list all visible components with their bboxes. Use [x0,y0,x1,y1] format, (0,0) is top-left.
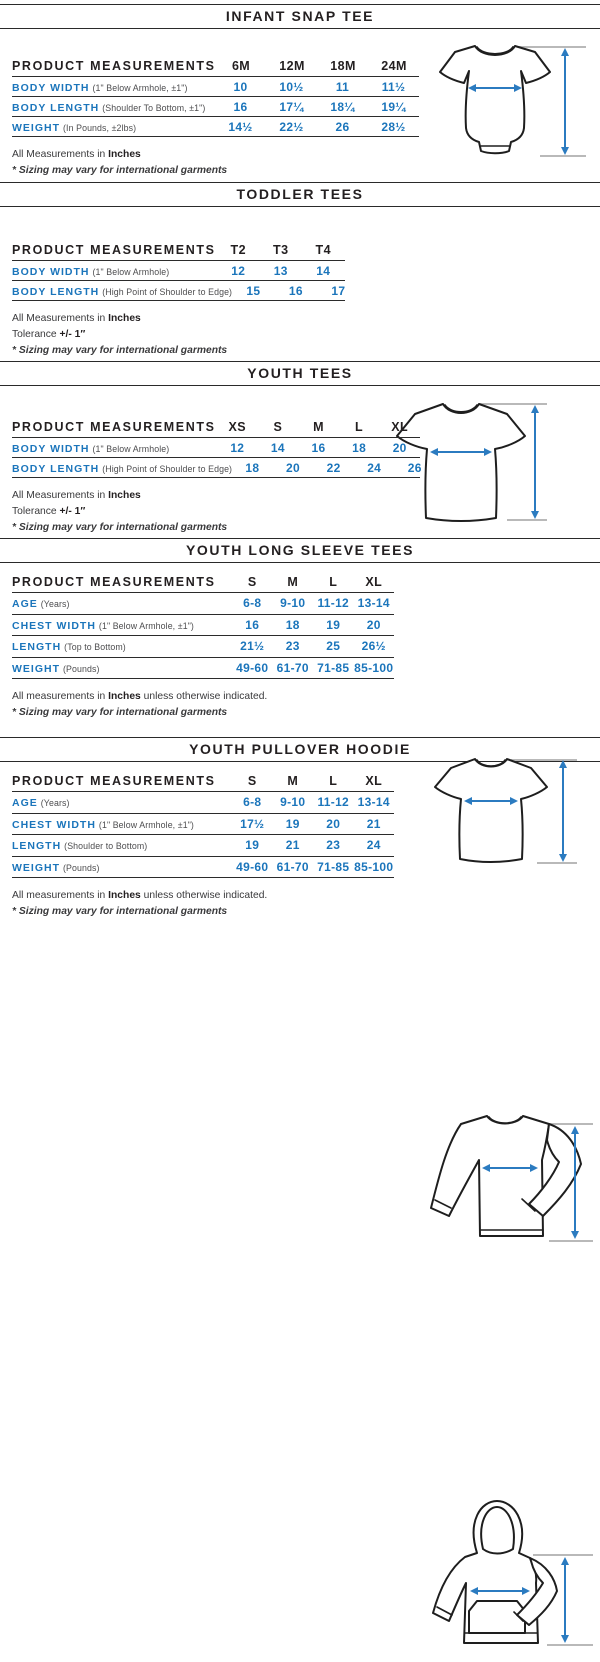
cell-value: 19 [285,816,300,831]
row-label: CHEST WIDTH [12,818,96,831]
row-note: (Pounds) [63,663,100,674]
row-label: BODY WIDTH [12,81,90,94]
row-label: LENGTH [12,840,62,853]
cell-value: 18 [352,440,367,455]
size-table [12,571,394,679]
column-header: PRODUCT MEASUREMENTS [12,419,216,434]
row-label: BODY LENGTH [12,462,100,475]
cell-value: 19 [245,838,260,853]
column-header: 24M [381,58,407,73]
cell-value: 20 [286,460,300,475]
column-header: XL [365,773,383,788]
infant-bodysuit-illustration [420,34,600,179]
cell-value: 17 [331,283,346,298]
footnotes [12,888,600,920]
cell-value: 16 [288,283,303,298]
table-header-row [12,571,394,593]
cell-value: 11 [335,79,350,94]
table-row [12,814,394,836]
footnote-sizing: * Sizing may vary for international garments [12,706,228,718]
column-header: 12M [279,58,305,73]
body-length-arrow-icon [561,48,569,155]
body-length-arrow-icon [559,760,567,862]
footnote-tolerance: Tolerance +/- 1″ [12,328,86,340]
bodysuit-outline-icon [440,46,550,153]
row-label: BODY WIDTH [12,442,90,455]
section-infant-snap-tee [0,0,600,182]
table-row [12,857,394,879]
row-note: (Top to Bottom) [64,642,126,653]
cell-value: 9-10 [280,795,306,810]
row-label: BODY LENGTH [12,285,100,298]
cell-value: 14 [270,440,285,455]
column-header: PRODUCT MEASUREMENTS [12,574,216,589]
size-table [12,239,345,301]
footnote-measurements: All Measurements in Inches [12,149,141,160]
footnote-measurements: All measurements in Inches unless otherwise indicated. [12,691,268,702]
cell-value: 6-8 [243,795,262,810]
size-table [12,770,394,878]
row-note: (Shoulder To Bottom, ±1") [102,102,206,113]
cell-value: 26 [407,460,422,475]
cell-value: 16 [311,440,326,455]
row-note: (1" Below Armhole) [92,266,170,277]
cell-value: 15 [246,283,261,298]
row-label: BODY LENGTH [12,101,100,114]
cell-value: 11-12 [317,795,350,810]
row-note: (1" Below Armhole, ±1") [98,819,194,830]
cell-value: 18¼ [330,99,355,114]
cell-value: 49-60 [236,660,269,675]
column-header: M [287,574,299,589]
cell-value: 16 [233,99,248,114]
cell-value: 18 [285,617,300,632]
size-table [12,55,419,137]
section-title: YOUTH LONG SLEEVE TEES [185,542,415,558]
table-row [12,458,420,478]
footnote-measurements: All Measurements in Inches [12,313,141,324]
row-note: (Years) [40,599,70,610]
column-header: L [329,574,338,589]
cell-value: 9-10 [280,596,306,611]
cell-value: 24 [367,460,382,475]
section-title: TODDLER TEES [236,186,364,202]
cell-value: 21 [285,838,300,853]
cell-value: 19 [326,617,341,632]
footnote-sizing: * Sizing may vary for international garments [12,344,228,356]
cell-value: 85-100 [354,859,394,874]
column-header: L [355,419,364,434]
column-header: M [313,419,324,434]
length-arrow-icon [561,1557,569,1643]
row-label: WEIGHT [12,662,60,675]
section-youth-long-sleeve-tees [0,538,600,737]
body-length-arrow-icon [531,405,539,519]
column-header: XS [228,419,247,434]
cell-value: 12 [231,263,246,278]
section-title: YOUTH TEES [247,365,353,381]
row-note: (1" Below Armhole) [92,443,170,454]
cell-value: 13-14 [357,795,390,810]
table-row [12,835,394,857]
table-row [12,261,345,281]
cell-value: 17¼ [279,99,304,114]
column-header: 6M [231,58,251,73]
column-header: T3 [273,242,289,257]
cell-value: 25 [326,639,341,654]
footnotes [12,689,600,721]
row-label: BODY WIDTH [12,265,90,278]
section-title-bar [0,4,600,29]
row-note: (1" Below Armhole, ±1") [92,82,188,93]
cell-value: 28½ [381,119,406,134]
column-header: T2 [230,242,246,257]
table-row [12,97,419,117]
cell-value: 14½ [228,119,253,134]
row-label: CHEST WIDTH [12,619,96,632]
cell-value: 20 [326,816,341,831]
cell-value: 20 [392,440,407,455]
table-row [12,792,394,814]
table-row [12,77,419,97]
column-header: T4 [315,242,331,257]
section-toddler-tees [0,182,600,361]
cell-value: 6-8 [243,596,262,611]
footnote-sizing: * Sizing may vary for international garments [12,905,228,917]
footnote-tolerance: Tolerance +/- 1″ [12,505,86,517]
row-note: (In Pounds, ±2lbs) [63,122,137,133]
table-row [12,438,420,458]
column-header: PRODUCT MEASUREMENTS [12,773,216,788]
column-header: PRODUCT MEASUREMENTS [12,242,216,257]
footnote-sizing: * Sizing may vary for international garments [12,521,228,533]
section-title-bar [0,182,600,207]
cell-value: 22½ [279,119,304,134]
cell-value: 13-14 [357,596,390,611]
column-header: 18M [330,58,356,73]
table-row [12,658,394,680]
table-row [12,615,394,637]
row-label: LENGTH [12,641,62,654]
table-header-row [12,239,345,261]
table-row [12,117,419,137]
table-header-row [12,55,419,77]
long-sleeve-tee-illustration [423,1104,598,1259]
column-header: M [287,773,299,788]
row-label: WEIGHT [12,861,60,874]
footnote-measurements: All measurements in Inches unless otherwise indicated. [12,890,268,901]
row-note: (High Point of Shoulder to Edge) [102,463,233,474]
table-row [12,636,394,658]
cell-value: 22 [326,460,341,475]
row-note: (Shoulder to Bottom) [64,841,148,852]
row-note: (Pounds) [63,862,100,873]
section-title: YOUTH PULLOVER HOODIE [189,741,411,757]
cell-value: 13 [273,263,288,278]
section-title-bar [0,361,600,386]
cell-value: 11-12 [317,596,350,611]
section-title: INFANT SNAP TEE [225,8,375,24]
cell-value: 49-60 [236,859,269,874]
table-header-row [12,770,394,792]
cell-value: 19¼ [381,99,406,114]
footnotes [12,311,600,359]
kangaroo-pocket-icon [469,1601,525,1633]
cell-value: 24 [366,838,381,853]
cell-value: 61-70 [276,660,309,675]
t-shirt-outline-icon [435,759,547,862]
row-note: (High Point of Shoulder to Edge) [102,286,233,297]
cell-value: 11½ [381,79,406,94]
cell-value: 12 [230,440,245,455]
cell-value: 20 [366,617,381,632]
column-header: XL [391,419,409,434]
table-row [12,281,345,301]
pullover-hoodie-illustration [425,1495,600,1662]
column-header: XL [365,574,383,589]
cell-value: 10½ [279,79,304,94]
cell-value: 21 [366,816,381,831]
column-header: PRODUCT MEASUREMENTS [12,58,216,73]
table-row [12,593,394,615]
hood-opening-icon [481,1507,514,1554]
footnote-measurements: All Measurements in Inches [12,490,141,501]
t-shirt-illustration [425,751,590,886]
cell-value: 23 [285,639,300,654]
column-header: S [247,574,257,589]
cell-value: 85-100 [354,660,394,675]
row-label: AGE [12,797,38,810]
section-title-bar [0,538,600,563]
cell-value: 26 [335,119,350,134]
cell-value: 61-70 [276,859,309,874]
cell-value: 17½ [240,816,265,831]
column-header: L [329,773,338,788]
footnote-sizing: * Sizing may vary for international garments [12,164,228,176]
cell-value: 16 [245,617,260,632]
row-note: (Years) [40,798,70,809]
cell-value: 18 [245,460,260,475]
row-label: AGE [12,598,38,611]
cell-value: 21½ [240,639,265,654]
cell-value: 26½ [361,639,386,654]
size-table [12,416,420,478]
cell-value: 71-85 [317,660,350,675]
cell-value: 14 [316,263,331,278]
cell-value: 71-85 [317,859,350,874]
row-note: (1" Below Armhole, ±1") [98,620,194,631]
column-header: S [273,419,283,434]
table-header-row [12,416,420,438]
cell-value: 10 [233,79,248,94]
column-header: S [247,773,257,788]
cell-value: 23 [326,838,341,853]
row-label: WEIGHT [12,121,60,134]
long-sleeve-outline-icon [431,1116,549,1236]
